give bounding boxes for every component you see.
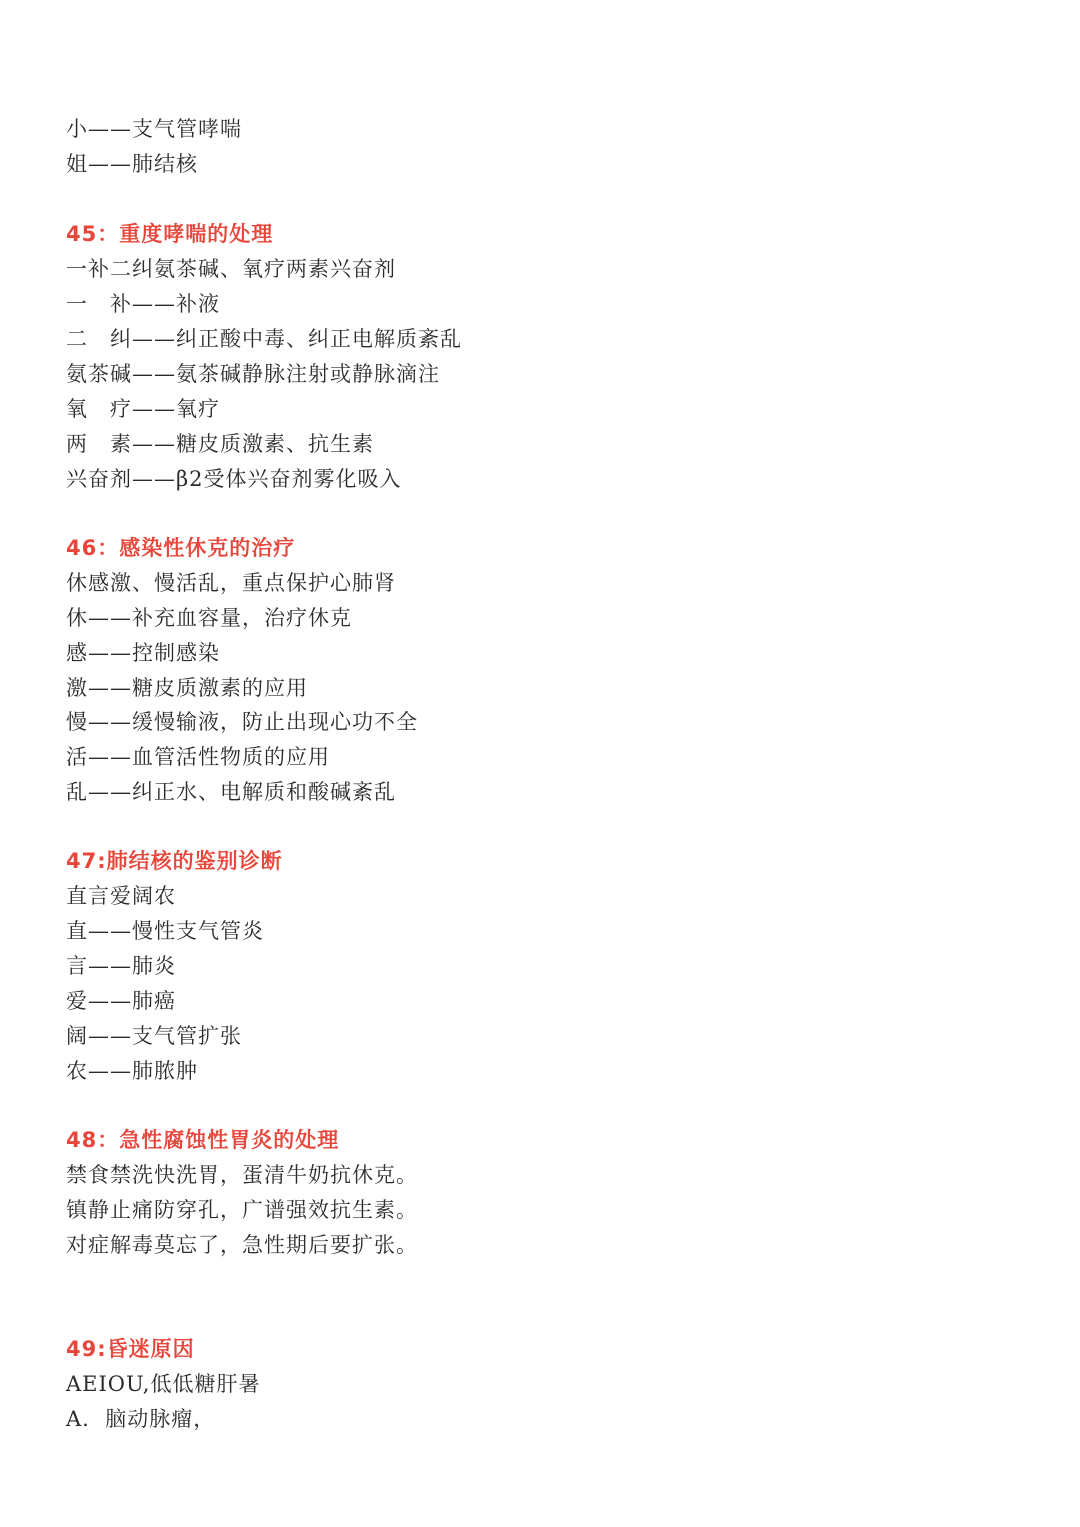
section-45-line: 兴奋剂——β2受体兴奋剂雾化吸入 [66, 467, 402, 491]
section-49-line: A. 脑动脉瘤， [66, 1407, 216, 1431]
section-46-line: 感——控制感染 [66, 641, 220, 665]
section-46-line: 慢——缓慢输液，防止出现心功不全 [66, 710, 418, 734]
intro-line-1: 小——支气管哮喘 [66, 117, 242, 141]
section-48-line: 镇静止痛防穿孔，广谱强效抗生素。 [66, 1198, 418, 1222]
section-46-heading: 46：感染性休克的治疗 [66, 536, 296, 560]
section-45-line: 一补二纠氨茶碱、氧疗两素兴奋剂 [66, 257, 396, 281]
section-46-line: 休感激、慢活乱，重点保护心肺肾 [66, 571, 396, 595]
section-47-line: 阔——支气管扩张 [66, 1024, 242, 1048]
section-45-heading: 45：重度哮喘的处理 [66, 222, 274, 246]
section-48-heading: 48：急性腐蚀性胃炎的处理 [66, 1128, 340, 1152]
section-45-line: 氧 疗——氧疗 [66, 397, 220, 421]
section-47-line: 农——肺脓肿 [66, 1059, 198, 1083]
intro-line-2: 姐——肺结核 [66, 152, 198, 176]
section-48-line: 禁食禁洗快洗胃，蛋清牛奶抗休克。 [66, 1163, 418, 1187]
section-45-line: 氨茶碱——氨茶碱静脉注射或静脉滴注 [66, 362, 440, 386]
section-46-line: 休——补充血容量，治疗休克 [66, 606, 352, 630]
section-45-line: 二 纠——纠正酸中毒、纠正电解质紊乱 [66, 327, 462, 351]
section-45-line: 一 补——补液 [66, 292, 220, 316]
section-46-line: 激——糖皮质激素的应用 [66, 676, 308, 700]
section-46-line: 活——血管活性物质的应用 [66, 745, 330, 769]
section-45-line: 两 素——糖皮质激素、抗生素 [66, 432, 374, 456]
section-47-line: 言——肺炎 [66, 954, 176, 978]
section-49-heading: 49:昏迷原因 [66, 1337, 195, 1361]
section-47-line: 爱——肺癌 [66, 989, 176, 1013]
section-47-heading: 47:肺结核的鉴别诊断 [66, 849, 283, 873]
section-49-line: AEIOU,低低糖肝暑 [66, 1372, 261, 1396]
section-47-line: 直——慢性支气管炎 [66, 919, 264, 943]
section-46-line: 乱——纠正水、电解质和酸碱紊乱 [66, 780, 396, 804]
section-47-line: 直言爱阔农 [66, 884, 176, 908]
section-48-line: 对症解毒莫忘了，急性期后要扩张。 [66, 1233, 418, 1257]
